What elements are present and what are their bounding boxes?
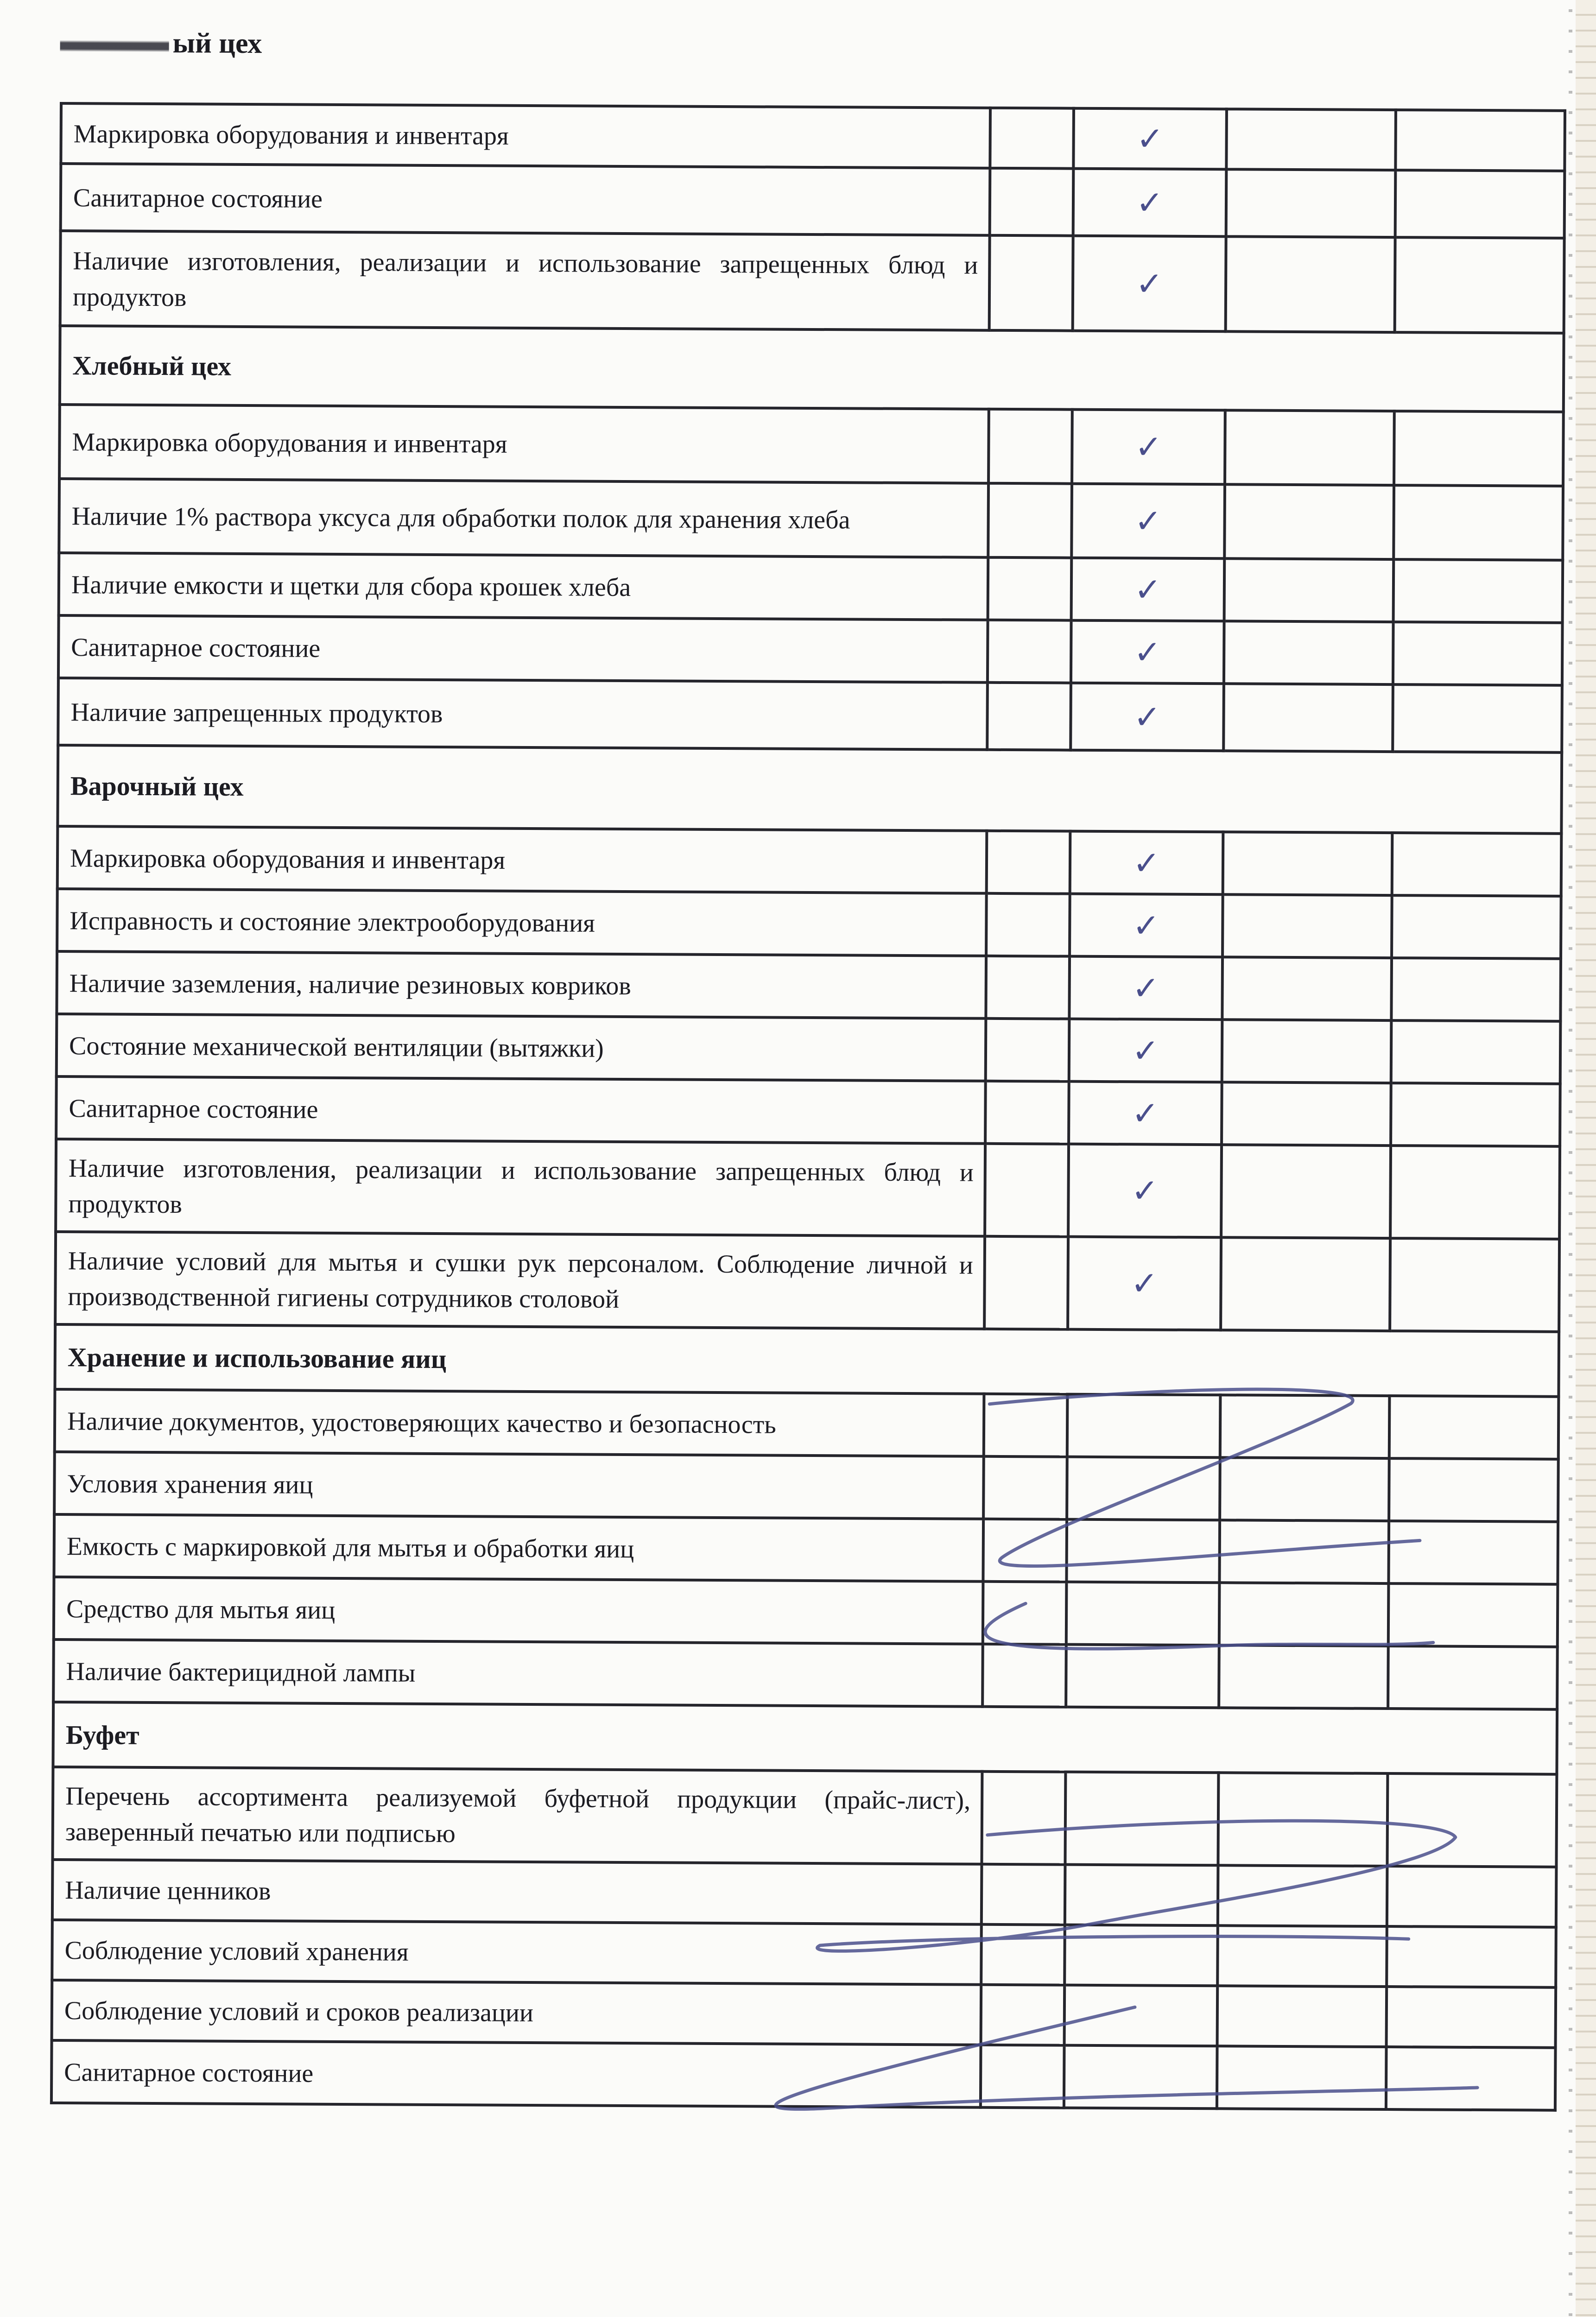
blank-cell [1389,1396,1559,1459]
criterion-text: Маркировка оборудования и инвентаря [61,103,990,168]
table-row [58,678,1562,753]
blank-cell [981,1925,1065,1985]
blank-cell [982,1644,1066,1707]
checkmark-icon: ✓ [1069,1082,1222,1145]
checkmark-icon [1065,1772,1218,1866]
blank-cell [1386,2047,1556,2110]
criterion-text: Наличие ценников [52,1860,982,1925]
checkmark-icon: ✓ [1069,956,1222,1020]
checkmark-icon: ✓ [1068,1144,1222,1238]
blank-cell [984,1236,1068,1329]
blank-cell [1226,169,1396,237]
table-row [57,951,1561,1021]
section-title: Хлебный цех [60,326,1564,412]
table-row [60,231,1564,333]
blank-cell [1394,411,1564,486]
criterion-text: Санитарное состояние [51,2040,981,2108]
blank-cell [1218,1773,1387,1866]
blank-cell [1393,485,1563,560]
blank-cell [1395,170,1565,238]
blank-cell [988,620,1071,683]
table-row [59,479,1563,560]
section-title-top [60,9,262,77]
checkmark-icon [1064,2045,1217,2109]
checkmark-icon: ✓ [1071,484,1225,559]
criterion-text: Наличие условий для мытья и сушки рук персоналом. Соблюдение личной и производственной гигиены сотрудников столовой [55,1232,985,1329]
criterion-text: Средство для мытья яиц [54,1577,983,1644]
blank-cell [1222,1082,1391,1146]
blank-cell [1223,832,1393,895]
checkmark-icon: ✓ [1073,236,1226,332]
checkmark-icon: ✓ [1070,683,1224,751]
criterion-text: Перечень ассортимента реализуемой буфетной продукции (прайс-лист), заверенный печатью или подписью [52,1767,982,1864]
blank-cell [1217,1986,1387,2047]
section-header-row [60,326,1564,412]
checkmark-icon: ✓ [1070,831,1223,895]
blank-cell [1387,1926,1556,1988]
table-row [54,1577,1558,1647]
table-row [52,1980,1556,2048]
table-row [58,615,1563,685]
criterion-text: Наличие документов, удостоверяющих качество и безопасность [55,1389,984,1456]
checkmark-icon: ✓ [1071,620,1224,684]
criterion-text: Маркировка оборудования и инвентаря [57,826,987,893]
criterion-text: Наличие 1% раствора уксуса для обработки полок для хранения хлеба [59,479,988,557]
blank-cell [1226,109,1396,170]
blank-cell [1220,1457,1389,1521]
blank-cell [986,893,1070,956]
torn-title-fragment [60,37,169,55]
blank-cell [1221,1237,1390,1331]
blank-cell [981,2045,1064,2108]
section-title: Варочный цех [57,745,1562,834]
blank-cell [1391,1083,1560,1146]
table-row [52,1920,1556,1988]
section-title: Буфет [53,1702,1557,1774]
blank-cell [1218,1865,1387,1926]
table-row [52,1767,1557,1867]
table-row [61,103,1565,171]
blank-cell [1219,1645,1388,1709]
blank-cell [1220,1395,1390,1458]
criterion-text: Наличие изготовления, реализации и использование запрещенных блюд и продуктов [60,231,990,330]
section-header-row [57,745,1562,834]
blank-cell [1388,1521,1558,1584]
table-row [53,1640,1558,1709]
blank-cell [988,409,1072,484]
table-row [57,1014,1561,1084]
blank-cell [983,1519,1067,1582]
blank-cell [1395,110,1565,171]
checkmark-icon: ✓ [1070,894,1223,957]
blank-cell [1391,958,1561,1021]
binding-perforation [1569,9,1572,2317]
table-row [54,1452,1558,1522]
blank-cell [985,1081,1069,1144]
criterion-text: Санитарное состояние [58,615,988,683]
blank-cell [1219,1520,1389,1583]
inspection-table [50,102,1566,2112]
criterion-text: Наличие емкости и щетки для сбора крошек хлеба [59,553,988,620]
table-row [51,2040,1556,2110]
criterion-text: Исправность и состояние электрооборудования [57,889,987,956]
checkmark-icon [1064,1985,1218,2046]
table-row [55,1232,1559,1332]
blank-cell [1392,833,1562,896]
table-row [54,1514,1558,1584]
blank-cell [1219,1583,1389,1646]
blank-cell [988,557,1072,620]
criterion-text: Состояние механической вентиляции (вытяжки) [57,1014,986,1081]
table-row [59,405,1564,486]
table-row [61,164,1565,238]
table-row [56,1076,1560,1146]
table-row [55,1389,1559,1459]
criterion-text: Соблюдение условий и сроков реализации [52,1980,982,2045]
blank-cell [1390,1146,1560,1239]
blank-cell [1224,558,1394,622]
section-title: Хранение и использование яиц [55,1324,1559,1397]
blank-cell [1224,621,1393,684]
checkmark-icon [1067,1457,1220,1520]
criterion-text: Наличие запрещенных продуктов [58,678,988,750]
blank-cell [1224,484,1394,559]
criterion-text: Соблюдение условий хранения [52,1920,982,1985]
blank-cell [1387,1866,1557,1927]
blank-cell [990,108,1074,169]
blank-cell [985,1144,1069,1237]
paper-edge [1576,0,1596,2317]
blank-cell [1393,559,1563,623]
blank-cell [1225,410,1394,485]
section-title-top-text: ый цех [172,27,262,60]
blank-cell [981,1985,1065,2045]
blank-cell [1388,1583,1558,1647]
checkmark-icon: ✓ [1072,410,1225,485]
blank-cell [983,1456,1067,1519]
checkmark-icon [1064,1925,1218,1986]
blank-cell [987,683,1071,750]
blank-cell [987,831,1070,894]
blank-cell [1387,1773,1557,1867]
blank-cell [982,1864,1065,1925]
blank-cell [1391,1020,1561,1084]
criterion-text: Санитарное состояние [56,1076,986,1144]
blank-cell [989,235,1073,331]
table-row [57,889,1561,959]
checkmark-icon: ✓ [1071,558,1225,621]
blank-cell [990,168,1074,236]
table-row [56,1139,1560,1239]
criterion-text: Условия хранения яиц [54,1452,984,1519]
checkmark-icon: ✓ [1068,1237,1221,1330]
blank-cell [1221,1145,1391,1238]
checkmark-icon: ✓ [1069,1019,1222,1083]
blank-cell [1388,1646,1558,1709]
criterion-text: Емкость с маркировкой для мытья и обработки яиц [54,1514,983,1582]
checkmark-icon: ✓ [1073,108,1227,170]
blank-cell [1222,1019,1392,1083]
criterion-text: Наличие изготовления, реализации и использование запрещенных блюд и продуктов [56,1139,985,1236]
table-row [52,1860,1557,1927]
table-row [57,826,1562,896]
blank-cell [1226,236,1395,332]
blank-cell [983,1582,1067,1645]
blank-cell [1217,1925,1387,1987]
blank-cell [1223,684,1393,752]
blank-cell [986,1019,1070,1082]
blank-cell [986,956,1070,1019]
blank-cell [982,1772,1065,1865]
blank-cell [1387,1987,1556,2048]
checkmark-icon [1067,1394,1221,1458]
checkmark-icon: ✓ [1073,169,1227,237]
checkmark-icon [1066,1582,1220,1646]
checkmark-icon [1065,1865,1218,1926]
blank-cell [1392,895,1561,959]
checkmark-icon [1066,1645,1219,1708]
checkmark-icon [1066,1519,1220,1583]
blank-cell [1395,237,1564,333]
section-header-row [55,1324,1559,1397]
criterion-text: Маркировка оборудования и инвентаря [59,405,989,483]
blank-cell [1222,957,1392,1020]
checklist [60,9,1564,2088]
blank-cell [984,1394,1068,1457]
section-header-row [53,1702,1557,1774]
criterion-text: Санитарное состояние [61,164,990,235]
blank-cell [1393,622,1563,685]
criterion-text: Наличие заземления, наличие резиновых ковриков [57,951,986,1019]
blank-cell [1390,1238,1559,1332]
blank-cell [1393,684,1562,753]
blank-cell [1217,2046,1387,2109]
blank-cell [1389,1458,1558,1522]
criterion-text: Наличие бактерицидной лампы [53,1640,983,1707]
blank-cell [988,483,1072,558]
table-row [59,553,1563,623]
blank-cell [1222,894,1392,958]
